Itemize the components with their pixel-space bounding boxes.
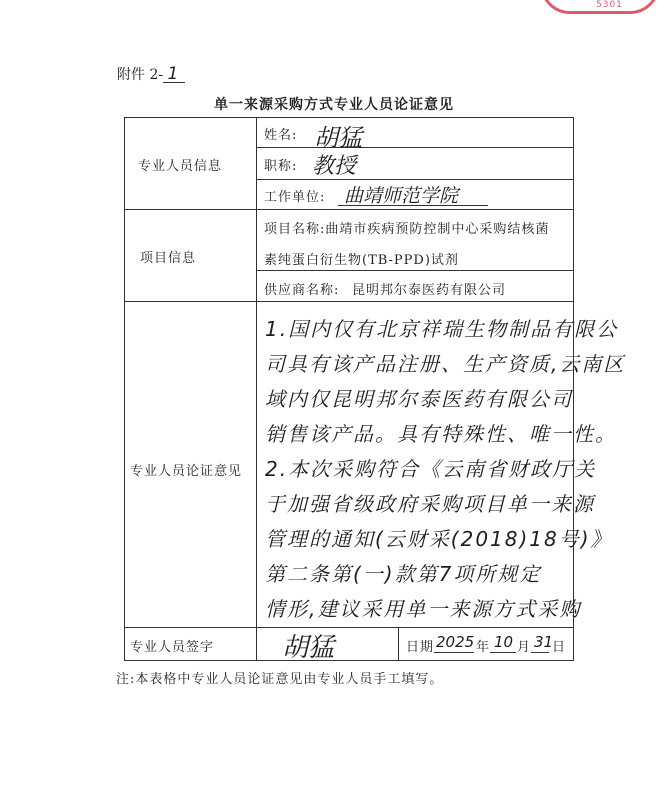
date-month: 10: [494, 633, 514, 651]
date-year: 2025: [436, 633, 475, 651]
opinion-line-9: 情形,建议采用单一来源方式采购: [265, 597, 582, 621]
divider-signature-date: [398, 627, 399, 661]
date-day: 31: [534, 633, 554, 651]
name-value: 胡猛: [314, 124, 362, 152]
document-title: 单一来源采购方式专业人员论证意见: [214, 97, 454, 113]
name-label: 姓名:: [264, 128, 298, 143]
opinion-line-2: 司具有该产品注册、生产资质,云南区: [265, 352, 626, 376]
attachment-underline: [163, 82, 185, 83]
date-year-unit: 年: [476, 640, 491, 655]
opinion-line-6: 于加强省级政府采购项目单一来源: [265, 492, 595, 516]
table-border-right: [573, 117, 574, 661]
opinion-line-5: 2.本次采购符合《云南省财政厅关: [265, 457, 597, 481]
divider-expert-project: [124, 209, 574, 210]
work-unit-label: 工作单位:: [264, 190, 326, 205]
project-info-label: 项目信息: [140, 251, 197, 266]
table-border-bottom: [124, 660, 574, 661]
attachment-number: 1: [167, 64, 179, 84]
opinion-line-1: 1.国内仅有北京祥瑞生物制品有限公: [265, 317, 619, 341]
opinion-line-4: 销售该产品。具有特殊性、唯一性。: [265, 422, 617, 446]
project-name-line2: 素纯蛋白衍生物(TB-PPD)试剂: [264, 253, 459, 268]
date-month-underline: [490, 652, 516, 653]
attachment-label: [117, 64, 178, 84]
date-month-unit: 月: [517, 640, 532, 655]
date-day-underline: [531, 652, 549, 653]
divider-project-supplier: [256, 270, 574, 271]
opinion-line-8: 第二条第(一)款第7项所规定: [265, 562, 542, 586]
divider-project-opinion: [124, 301, 574, 302]
professional-title-label: 职称:: [264, 159, 298, 174]
signature-label: 专业人员签字: [130, 640, 215, 655]
expert-info-label: 专业人员信息: [138, 159, 223, 174]
label-column-divider: [256, 117, 257, 661]
professional-title-value: 教授: [312, 154, 357, 179]
date-year-underline: [434, 652, 474, 653]
attachment-prefix: 附件 2-: [117, 67, 164, 83]
table-border-left: [124, 117, 125, 661]
opinion-line-7: 管理的通知(云财采(2018)18号)》: [265, 527, 613, 551]
opinion-label: 专业人员论证意见: [130, 464, 243, 479]
supplier-label: 供应商名称:: [264, 283, 340, 298]
signature-value: 胡猛: [282, 633, 335, 663]
supplier-value: 昆明邦尔泰医药有限公司: [352, 283, 507, 298]
divider-name-title: [256, 147, 574, 148]
footnote: 注:本表格中专业人员论证意见由专业人员手工填写。: [116, 672, 444, 687]
divider-title-unit: [256, 179, 574, 180]
work-unit-underline: [338, 205, 488, 206]
divider-opinion-signature: [124, 627, 574, 628]
project-name-line1: 项目名称:曲靖市疾病预防控制中心采购结核菌: [264, 222, 550, 237]
seal-number: 5301: [596, 0, 623, 10]
opinion-line-3: 域内仅昆明邦尔泰医药有限公司: [265, 387, 573, 411]
date-label: 日期: [406, 640, 435, 655]
work-unit-value: 曲靖师范学院: [344, 185, 459, 207]
date-day-unit: 日: [552, 640, 567, 655]
